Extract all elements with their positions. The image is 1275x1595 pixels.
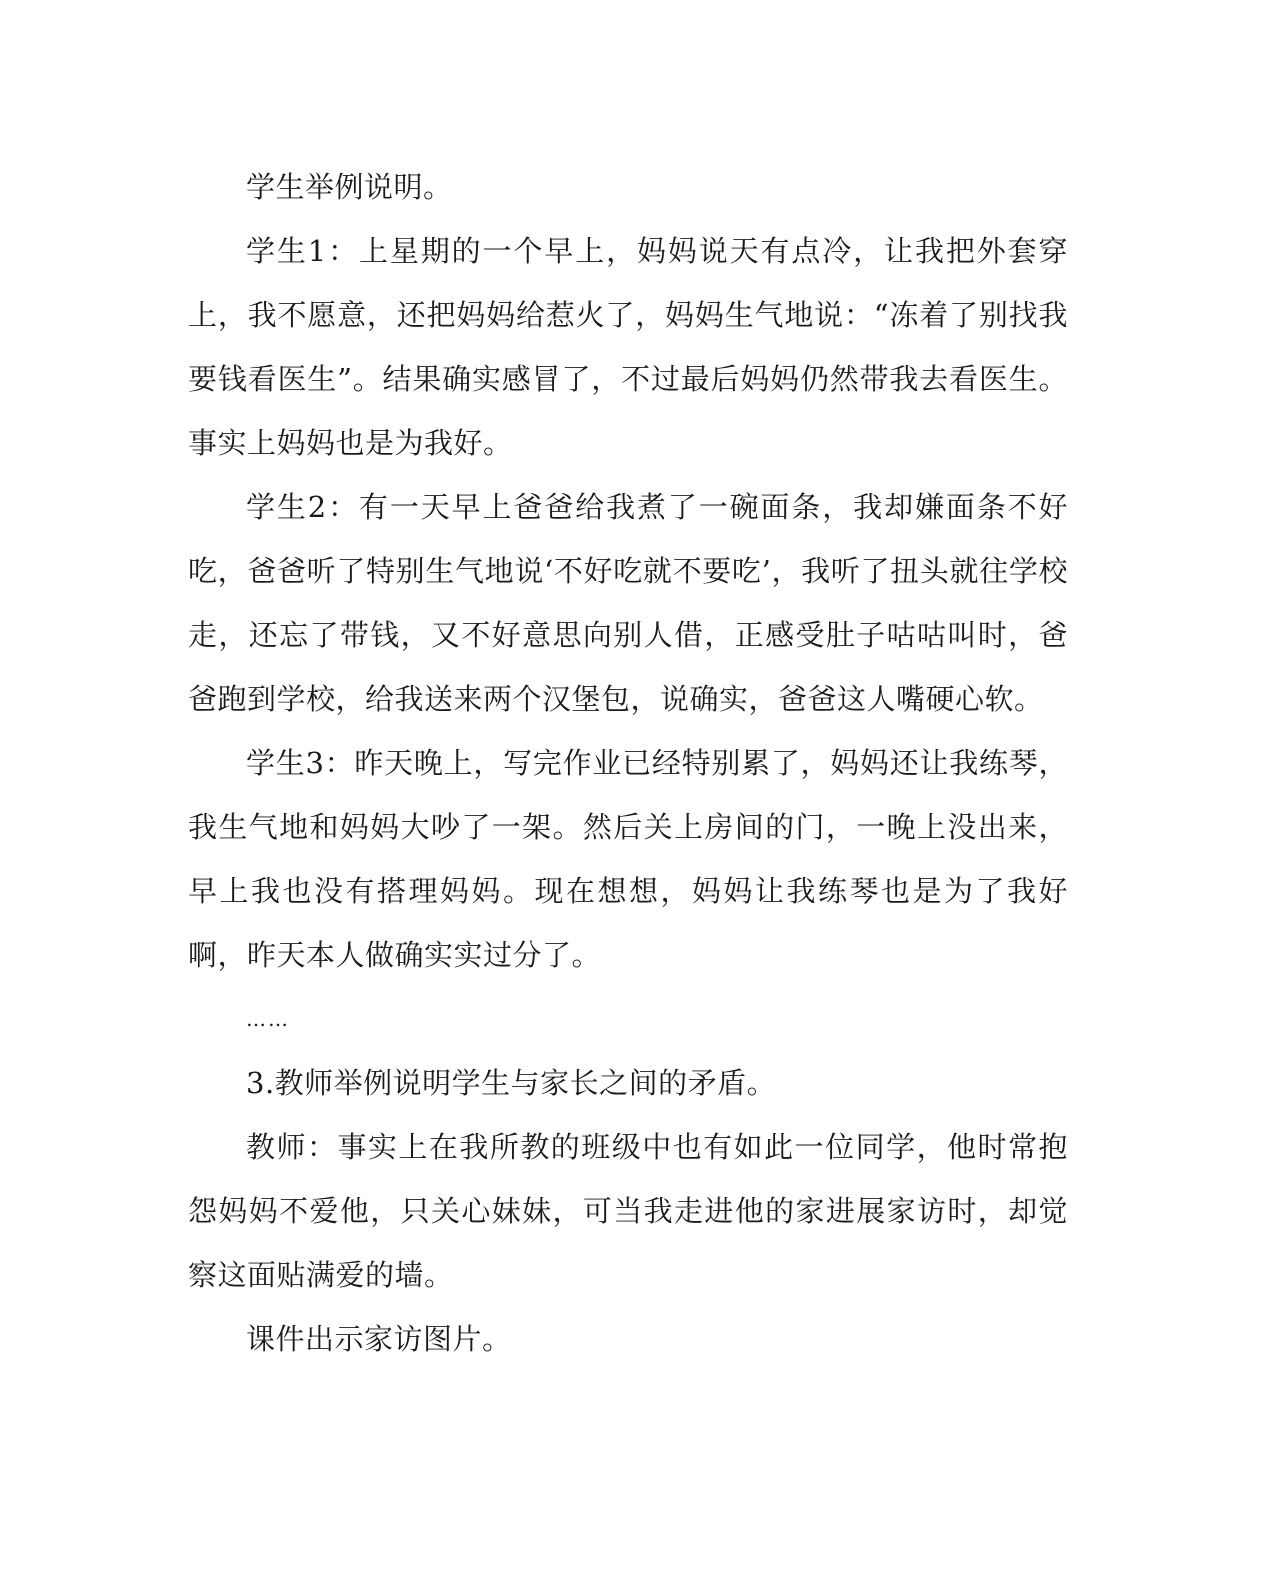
paragraph-student-1: 学生1：上星期的一个早上，妈妈说天有点冷，让我把外套穿上，我不愿意，还把妈妈给惹火了，妈妈生气地说：“冻着了别找我要钱看医生”。结果确实感冒了，不过最后妈妈仍然带我去看医生。事实上妈妈也是为我好。: [188, 234, 1068, 460]
paragraph-student-2: 学生2：有一天早上爸爸给我煮了一碗面条，我却嫌面条不好吃，爸爸听了特别生气地说‘不好吃就不要吃’，我听了扭头就往学校走，还忘了带钱，又不好意思向别人借，正感受肚子咕咕叫时，爸爸跑到学校，给我送来两个汉堡包，说确实，爸爸这人嘴硬心软。: [188, 490, 1068, 716]
paragraph-section-3: 3.教师举例说明学生与家长之间的矛盾。: [246, 1066, 777, 1100]
ellipsis: ……: [246, 1007, 290, 1031]
paragraph-student-3: 学生3：昨天晚上，写完作业已经特别累了，妈妈还让我练琴，我生气地和妈妈大吵了一架。然后关上房间的门，一晚上没出来，早上我也没有搭理妈妈。现在想想，妈妈让我练琴也是为了我好啊，昨天本人做确实实过分了。: [188, 746, 1068, 972]
document-body: [188, 155, 1068, 1371]
paragraph-students-examples: 学生举例说明。: [246, 170, 453, 204]
paragraph-courseware: 课件出示家访图片。: [246, 1322, 512, 1356]
paragraph-teacher: 教师：事实上在我所教的班级中也有如此一位同学，他时常抱怨妈妈不爱他，只关心妹妹，可当我走进他的家进展家访时，却觉察这面贴满爱的墙。: [188, 1130, 1068, 1292]
